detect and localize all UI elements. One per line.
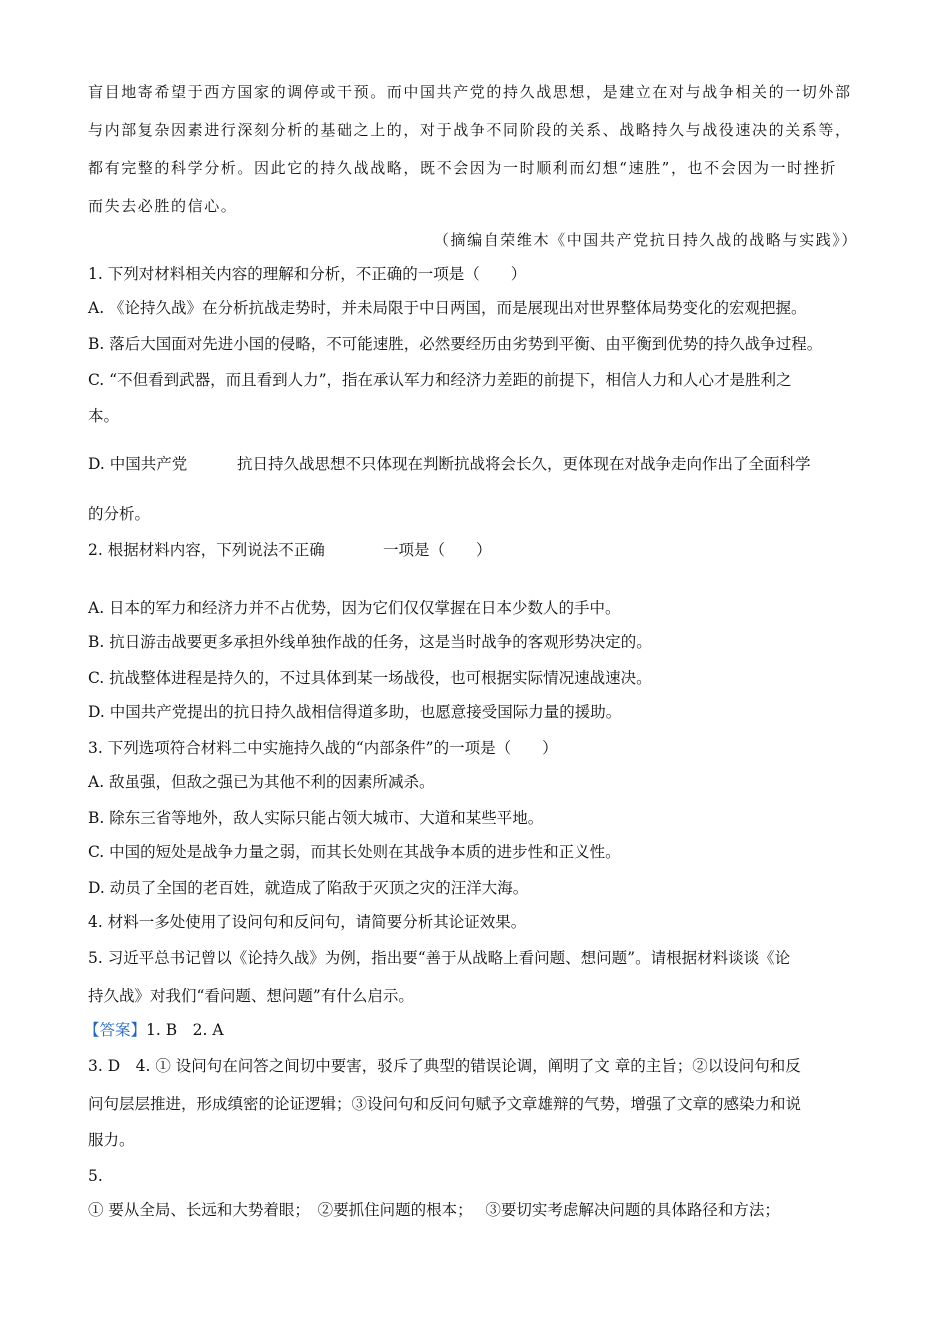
question-stem-cont: 一项是（ ） (383, 541, 492, 559)
option-d: D. 动员了全国的老百姓，就造成了陷敌于灭顶之灾的汪洋大海。 (88, 879, 529, 897)
answer-text: 1. B 2. A (146, 1021, 224, 1039)
question-stem-cont: 持久战》对我们“看问题、想问题”有什么启示。 (88, 987, 414, 1005)
option-a: A. 敌虽强，但敌之强已为其他不利的因素所减杀。 (88, 773, 435, 791)
question-stem: 3. 下列选项符合材料二中实施持久战的“内部条件”的一项是（ ） (88, 739, 558, 757)
passage-line: 而失去必胜的信心。 (88, 197, 238, 215)
answer-line (84, 1020, 224, 1040)
passage-line: 盲目地寄希望于西方国家的调停或干预。而中国共产党的持久战思想，是建立在对与战争相关的一切外部 (88, 83, 852, 101)
option-c: C. 抗战整体进程是持久的，不过具体到某一场战役，也可根据实际情况速战速决。 (88, 669, 652, 687)
option-d: D. 中国共产党提出的抗日持久战相信得道多助，也愿意接受国际力量的援助。 (88, 703, 622, 721)
question-4: 4. 材料一多处使用了设问句和反问句，请简要分析其论证效果。 (88, 913, 527, 931)
question-stem: 1. 下列对材料相关内容的理解和分析，不正确的一项是（ ） (88, 265, 527, 283)
answer-line: 3. D 4. ① 设问句在问答之间切中要害，驳斥了典型的错误论调，阐明了文 章的主旨；②以设问句和反 (88, 1057, 801, 1075)
answer-line: 服力。 (88, 1131, 135, 1149)
option-b: B. 除东三省等地外，敌人实际只能占领大城市、大道和某些平地。 (88, 809, 544, 827)
option-b: B. 落后大国面对先进小国的侵略，不可能速胜，必然要经历由劣势到平衡、由平衡到优势的持久战争过程。 (88, 335, 823, 353)
passage-line: 都有完整的科学分析。因此它的持久战战略，既不会因为一时顺利而幻想“速胜”，也不会因为一时挫折 (88, 159, 837, 177)
answer-line: ① 要从全局、长远和大势着眼； ②要抓住问题的根本； ③要切实考虑解决问题的具体路径和方法； (88, 1201, 780, 1219)
answer-line: 5. (88, 1167, 103, 1185)
option-c-cont: 本。 (88, 407, 120, 425)
option-d-cont: 的分析。 (88, 505, 151, 523)
source-citation: （摘编自荣维木《中国共产党抗日持久战的战略与实践》） (433, 231, 858, 249)
question-stem: 5. 习近平总书记曾以《论持久战》为例，指出要“善于从战略上看问题、想问题”。请根据材料谈谈《论 (88, 949, 791, 967)
answer-line: 问句层层推进，形成缜密的论证逻辑；③设问句和反问句赋予文章雄辩的气势，增强了文章的感染力和说 (88, 1095, 802, 1113)
answer-tag: 【答案】 (84, 1021, 147, 1039)
option-a: A. 《论持久战》在分析抗战走势时，并未局限于中日两国，而是展现出对世界整体局势变化的宏观把握。 (88, 299, 807, 317)
passage-line: 与内部复杂因素进行深刻分析的基础之上的，对于战争不同阶段的关系、战略持久与战役速决的关系等， (88, 121, 852, 139)
option-b: B. 抗日游击战要更多承担外线单独作战的任务，这是当时战争的客观形势决定的。 (88, 633, 652, 651)
option-d-text: 抗日持久战思想不只体现在判断抗战将会长久，更体现在对战争走向作出了全面科学 (237, 455, 811, 473)
option-d: D. 中国共产党 (88, 455, 188, 473)
question-stem: 2. 根据材料内容，下列说法不正确 (88, 541, 325, 559)
option-c: C. “不但看到武器，而且看到人力”，指在承认军力和经济力差距的前提下，相信人力和人心才是胜利之 (88, 371, 792, 389)
option-a: A. 日本的军力和经济力并不占优势，因为它们仅仅掌握在日本少数人的手中。 (88, 599, 621, 617)
option-c: C. 中国的短处是战争力量之弱，而其长处则在其战争本质的进步性和正义性。 (88, 843, 621, 861)
